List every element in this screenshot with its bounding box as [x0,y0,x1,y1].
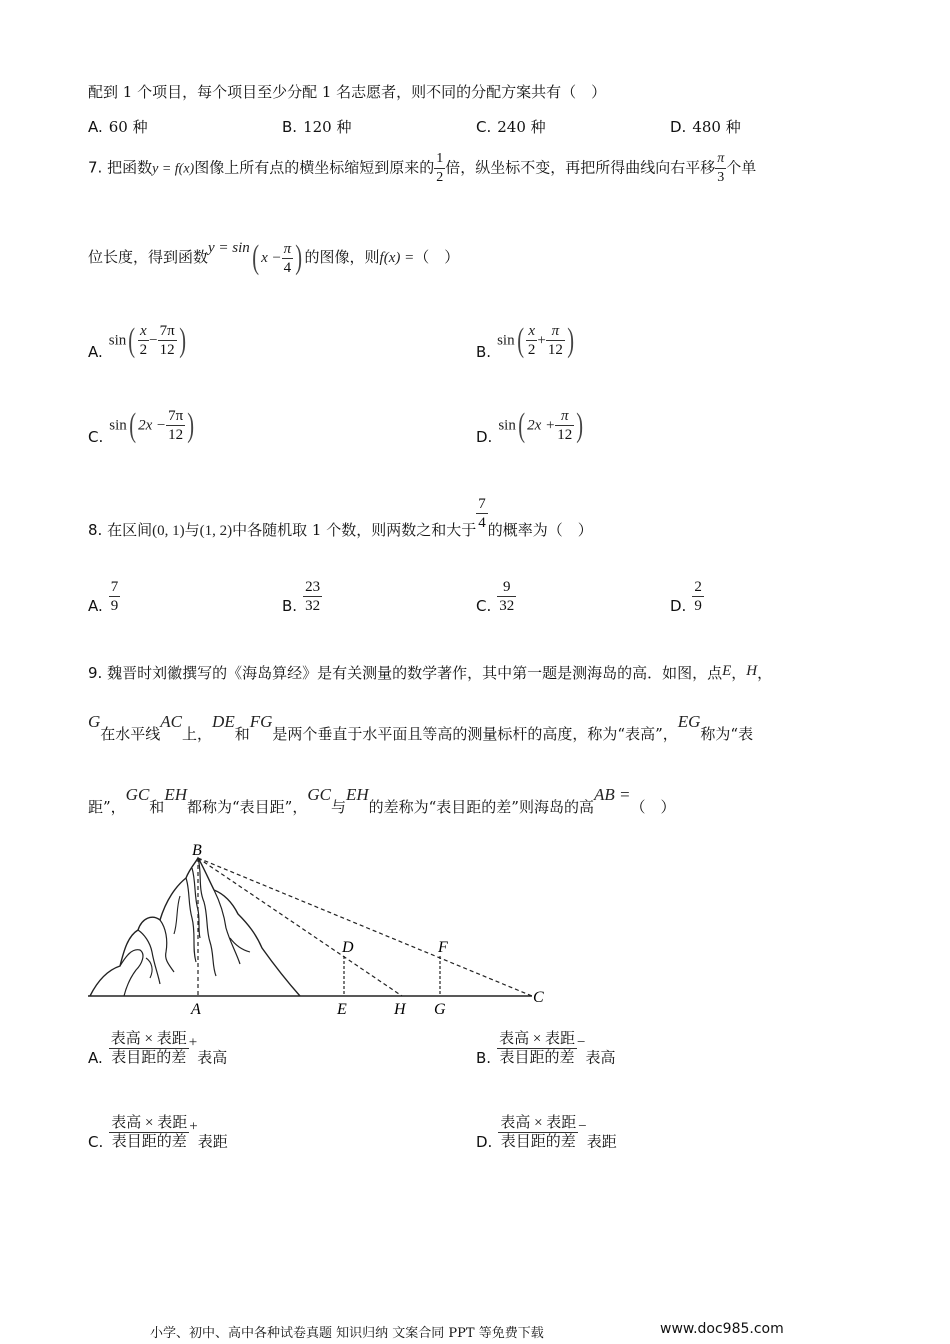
q6-option-d: D. 480 种 [670,118,741,136]
footer-url[interactable]: www.doc985.com [660,1321,784,1337]
q7-number: 7. [88,158,103,177]
q6-option-c: C. 240 种 [476,118,546,136]
q9-option-d: D. $\frac{\text{表高 × 表距}}{\text{表目距的差}}$ −表距 [476,1115,617,1151]
q7-option-b: B.sin( $\frac{x}{2}$ + $\frac{\pi}{12}$ ) [476,321,574,361]
q7-option-d: D.sin( 2x + $\frac{\pi}{12}$ ) [476,406,584,446]
q9-stem-line3: 距”，GC和EH都称为“表目距”，GC与EH的差称为“表目距的差”则海岛的高AB =（ ） [88,785,676,816]
q8-option-b: B. $\frac{23}{32}$ [282,579,321,615]
label-f: F [438,939,448,956]
q7-stem-line1: 7. 把函数y = f(x)图像上所有点的横坐标缩短到原来的 $\frac{1}{2}$ 倍，纵坐标不变，再把所得曲线向右平移 $\frac{\pi}{3}$ 个单 [88,151,757,185]
q9-number: 9. [88,664,103,682]
label-e: E [337,1001,347,1018]
q7-option-c: C.sin( 2x − $\frac{7\pi}{12}$ ) [88,406,195,446]
q9-option-c: C. $\frac{\text{表高 × 表距}}{\text{表目距的差}}$ +表距 [88,1115,228,1151]
sight-line-bc [198,858,532,996]
q8-option-d: D. $\frac{2}{9}$ [670,579,702,615]
q6-stem-continuation: 配到 1 个项目，每个项目至少分配 1 名志愿者，则不同的分配方案共有（ ） [88,83,607,101]
sight-line-bh [198,858,402,996]
label-c: C [533,989,544,1006]
q8-number: 8. [88,521,103,539]
label-a: A [191,1001,201,1018]
footer-text: 小学、初中、高中各种试卷真题 知识归纳 文案合同 PPT 等免费下载 [150,1326,544,1341]
label-d: D [342,939,354,956]
q9-option-a: A. $\frac{\text{表高 × 表距}}{\text{表目距的差}}$ +表高 [88,1031,228,1067]
q8-option-a: A. $\frac{7}{9}$ [88,579,119,615]
label-h: H [394,1001,406,1018]
mountain-outline [90,858,300,996]
q9-stem-line2: G在水平线AC上，DE和FG是两个垂直于水平面且等高的测量标杆的高度，称为“表高”，EG称为“表 [88,712,754,743]
q8-option-c: C. $\frac{9}{32}$ [476,579,515,615]
q8-stem: 8. 在区间(0, 1)与(1, 2)中各随机取 1 个数，则两数之和大于 $\frac{7}{4}$ 的概率为（ ） [88,496,593,539]
q6-option-a: A. 60 种 [88,118,148,136]
q7-stem-line2: 位长度，得到函数y = sin( x − $\frac{\pi}{4}$ ) 的图像，则f(x) =（ ） [88,239,460,276]
q9-stem-line1: 9. 魏晋时刘徽撰写的《海岛算经》是有关测量的数学著作，其中第一题是测海岛的高．如图，点E，H， [88,663,773,682]
q9-option-b: B. $\frac{\text{表高 × 表距}}{\text{表目距的差}}$ −表高 [476,1031,616,1067]
island-measurement-figure [80,838,560,1023]
label-b: B [192,842,202,859]
q6-option-b: B. 120 种 [282,118,352,136]
q7-option-a: A.sin( $\frac{x}{2}$ − $\frac{7\pi}{12}$ ) [88,321,186,361]
label-g: G [434,1001,446,1018]
